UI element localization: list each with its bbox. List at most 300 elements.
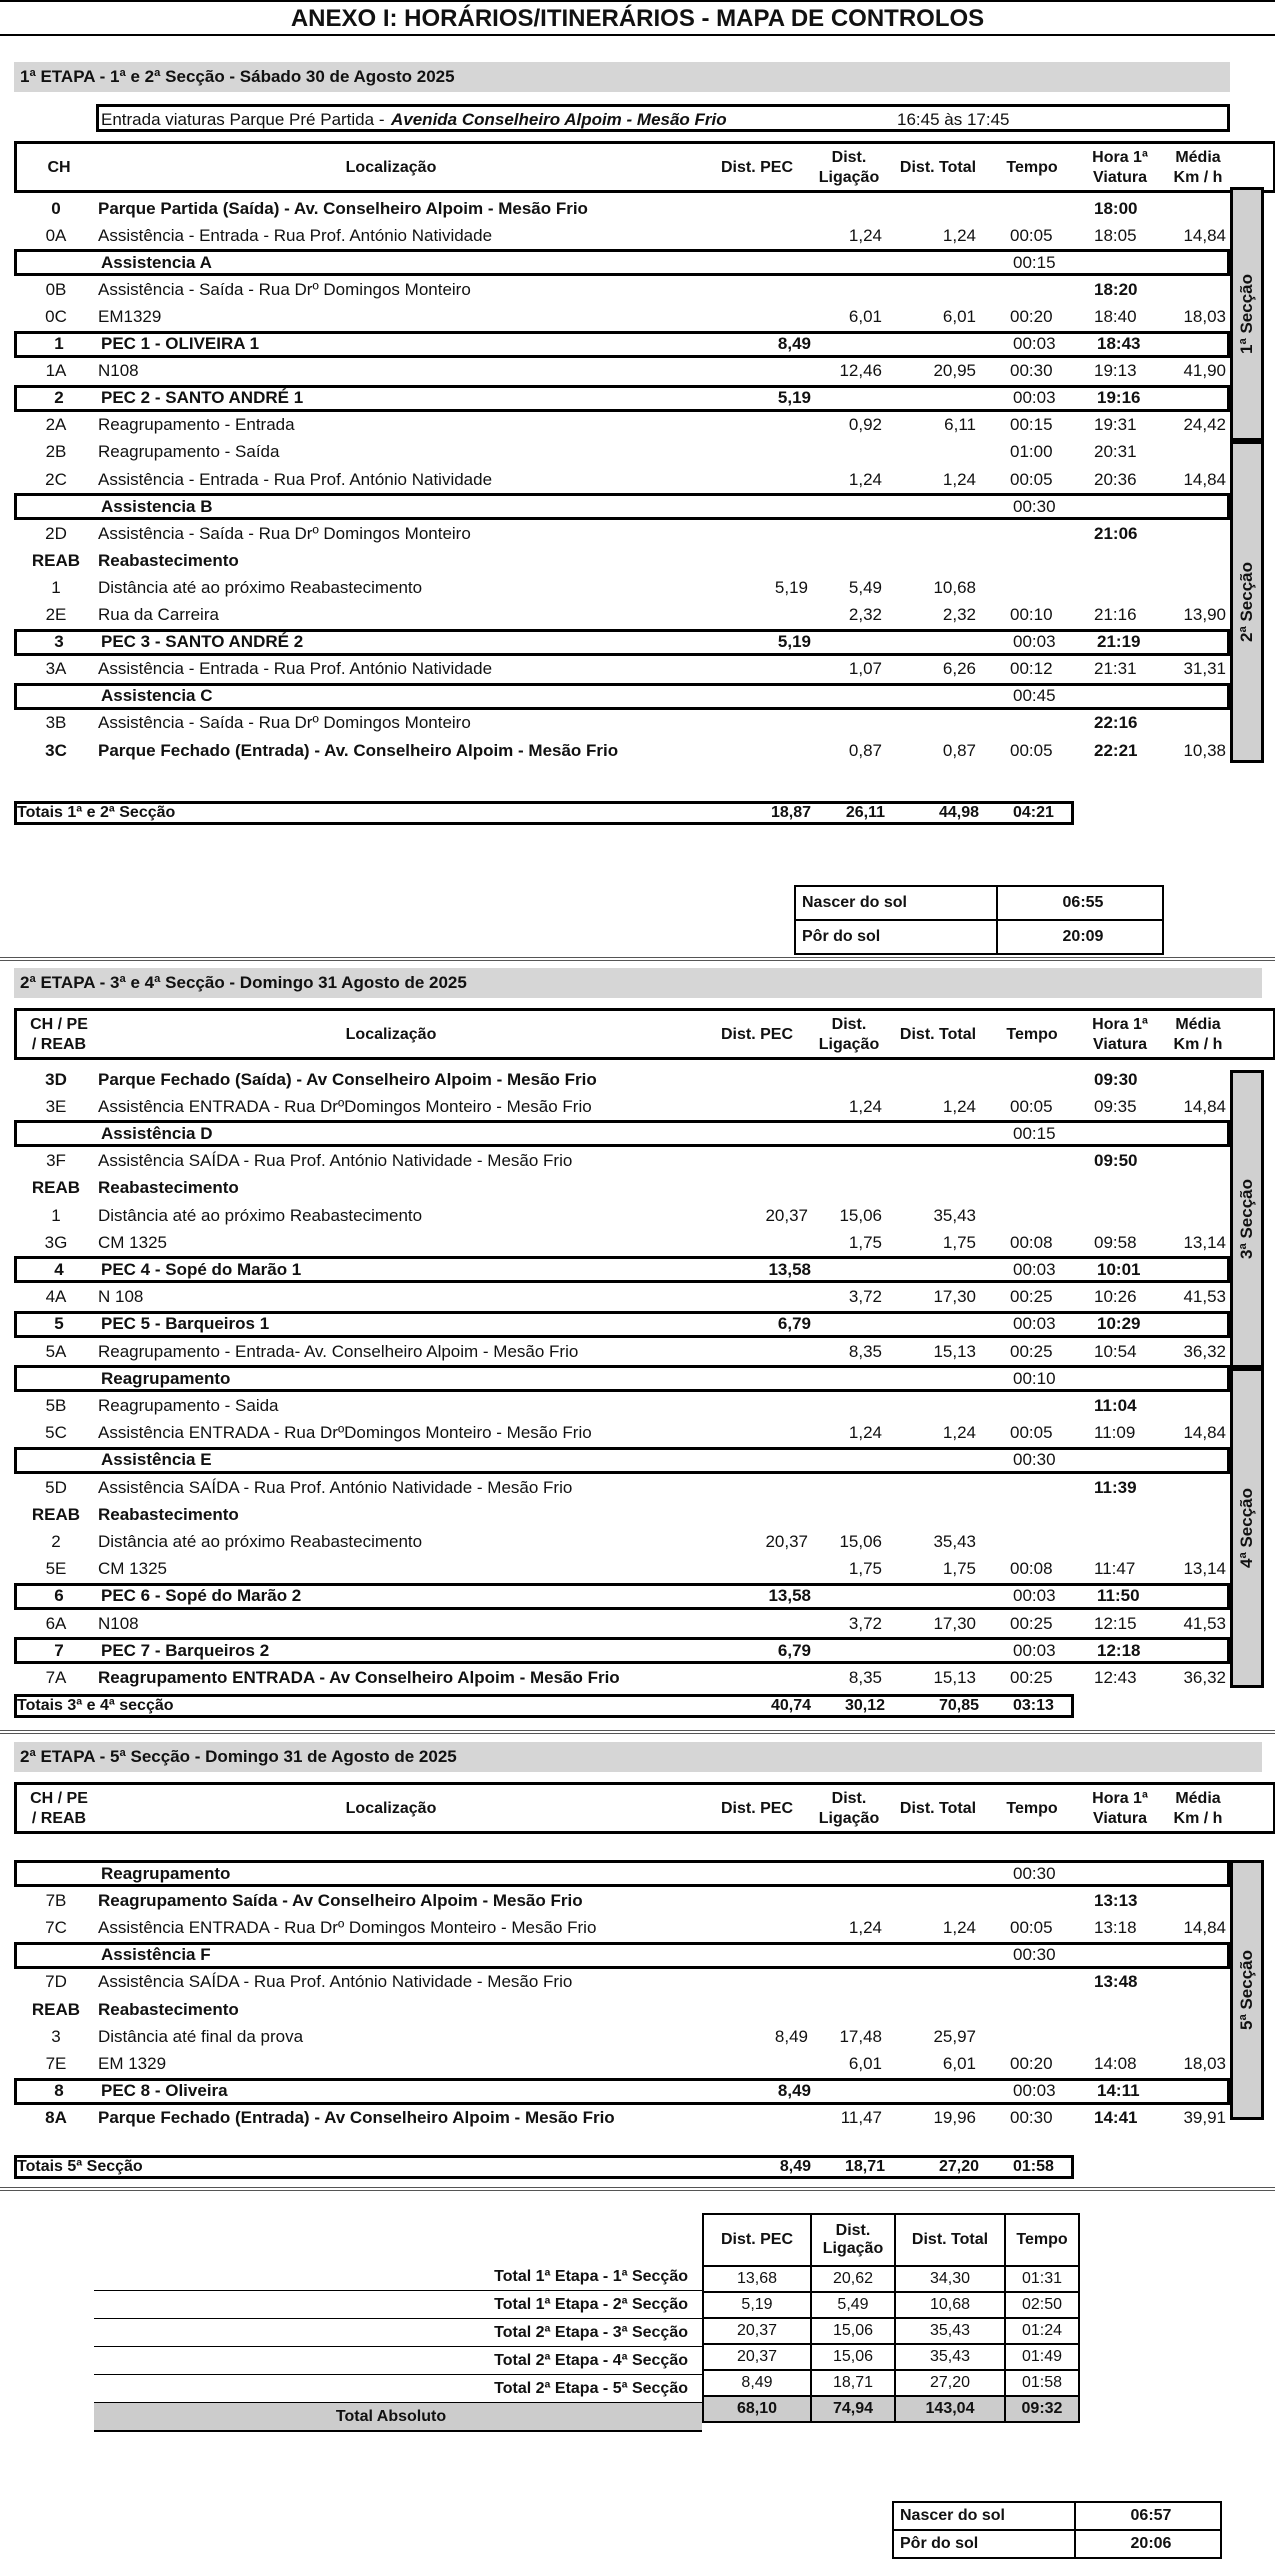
cell-ch: 5 (54, 1314, 64, 1334)
table-row (14, 1996, 1230, 2023)
entrada-viaturas-box (96, 104, 1230, 132)
cell-tempo: 00:03 (1013, 2081, 1056, 2101)
cell-med: 13,14 (1183, 1559, 1226, 1579)
cell-hora: 21:19 (1097, 632, 1141, 652)
cell-med: 41,53 (1183, 1287, 1226, 1307)
cell-tempo: 00:05 (1010, 740, 1053, 760)
summary-label: Total 1ª Etapa - 2ª Secção (94, 2291, 702, 2319)
cell-loc: Assistência - Saída - Rua Drº Domingos Monteiro (98, 713, 471, 733)
table-row (14, 629, 1230, 656)
summary-cell-tempo: 09:32 (1005, 2396, 1079, 2422)
cell-tot: 1,24 (942, 225, 976, 245)
cell-ch: 3B (45, 713, 67, 733)
summary-row (703, 2292, 1079, 2318)
cell-hora: 21:31 (1094, 659, 1137, 679)
table-row (14, 602, 1230, 629)
sunset-label: Pôr do sol (900, 2535, 979, 2552)
table-header-3 (14, 1782, 1275, 1834)
summary-cell-lig: 18,71 (811, 2370, 895, 2396)
col-ch: CH (47, 159, 71, 176)
table-row (14, 1256, 1230, 1283)
cell-hora: 19:31 (1094, 415, 1137, 435)
cell-pec: 13,58 (768, 1586, 811, 1606)
summary-cell-tot: 34,30 (895, 2266, 1005, 2292)
table-row (14, 1528, 1230, 1555)
cell-tempo: 00:03 (1013, 1314, 1056, 1334)
cell-ch: 6A (45, 1613, 67, 1633)
cell-tempo: 00:30 (1010, 2108, 1053, 2128)
col-dist-pec: Dist. PEC (720, 1026, 793, 1043)
table-row (14, 385, 1230, 412)
cell-tempo: 00:03 (1013, 1640, 1056, 1660)
summary-cell-pec: 68,10 (703, 2396, 811, 2422)
cell-ch: 3G (44, 1232, 68, 1252)
cell-ch: REAB (31, 1999, 81, 2019)
entrada-label: Entrada viaturas Parque Pré Partida - (101, 110, 385, 129)
summary-label: Total 2ª Etapa - 4ª Secção (94, 2347, 702, 2375)
cell-loc: Assistência - Saída - Rua Drº Domingos Monteiro (98, 523, 471, 543)
cell-lig: 6,01 (848, 306, 882, 326)
cell-tempo: 00:20 (1010, 2053, 1053, 2073)
cell-loc: Assistência ENTRADA - Rua DrºDomingos Monteiro - Mesão Frio (98, 1096, 592, 1116)
cell-tempo: 00:03 (1013, 334, 1056, 353)
totals-tempo: 04:21 (1013, 804, 1054, 821)
cell-loc: CM 1325 (98, 1232, 167, 1252)
cell-tot: 6,01 (942, 306, 976, 326)
cell-ch: 5E (45, 1559, 67, 1579)
cell-med: 13,90 (1183, 605, 1226, 624)
cell-ch: 5C (45, 1423, 67, 1443)
section-label-4: 4ª Secção (1230, 1368, 1264, 1688)
cell-ch: 7C (45, 1917, 67, 1937)
cell-tempo: 00:45 (1013, 686, 1056, 706)
cell-loc: CM 1325 (98, 1559, 167, 1579)
cell-hora: 13:48 (1094, 1972, 1138, 1992)
cell-tot: 0,87 (942, 740, 976, 760)
cell-hora: 14:11 (1097, 2081, 1140, 2101)
cell-tot: 1,24 (942, 1096, 976, 1116)
cell-pec: 5,19 (777, 388, 811, 408)
summary-table (702, 2213, 1080, 2423)
totals-label: Totais 3ª e 4ª secção (17, 1697, 174, 1714)
cell-lig: 1,24 (848, 225, 882, 245)
cell-pec: 5,19 (774, 577, 808, 597)
cell-med: 13,14 (1183, 1232, 1226, 1252)
col-viatura: Viatura (1093, 169, 1147, 186)
cell-tempo: 00:25 (1010, 1287, 1053, 1307)
cell-lig: 0,87 (848, 740, 882, 760)
totals-row-3 (14, 2155, 1074, 2179)
totals-label: Totais 5ª Secção (17, 2158, 143, 2175)
cell-hora: 09:30 (1094, 1069, 1138, 1089)
cell-lig: 1,24 (848, 1423, 882, 1443)
table-row (14, 520, 1230, 547)
table-row (14, 1093, 1230, 1120)
table-row (14, 547, 1230, 574)
cell-lig: 6,01 (848, 2053, 882, 2073)
cell-hora: 11:47 (1094, 1559, 1136, 1579)
totals-pec: 40,74 (770, 1697, 811, 1714)
summary-row (703, 2370, 1079, 2396)
cell-hora: 22:16 (1094, 713, 1138, 733)
cell-loc: PEC 4 - Sopé do Marão 1 (101, 1259, 302, 1279)
table-row (14, 1066, 1230, 1093)
cell-loc: Assistência - Entrada - Rua Prof. António Natividade (98, 659, 493, 679)
table-row (14, 1914, 1230, 1941)
cell-hora: 12:43 (1094, 1667, 1137, 1687)
table-row (14, 2105, 1230, 2132)
col-localizacao: Localização (345, 1026, 437, 1043)
col-viatura: Viatura (1093, 1036, 1147, 1053)
section-label-2: 2ª Secção (1230, 441, 1264, 763)
cell-ch: 7A (45, 1667, 67, 1687)
table-row (14, 195, 1230, 222)
col-hora: Hora 1ª (1092, 149, 1148, 166)
summary-cell-tempo: 01:31 (1005, 2266, 1079, 2292)
cell-lig: 8,35 (848, 1667, 882, 1687)
cell-tempo: 00:15 (1010, 415, 1053, 435)
table-row (14, 574, 1230, 601)
divider (0, 957, 1275, 961)
cell-pec: 8,49 (777, 334, 811, 353)
table-row (14, 303, 1230, 330)
cell-lig: 3,72 (848, 1613, 882, 1633)
cell-ch: 2C (45, 469, 67, 489)
table-row (14, 1887, 1230, 1914)
cell-lig: 15,06 (839, 1531, 882, 1551)
cell-loc: Reagrupamento - Saída (98, 442, 280, 462)
cell-tot: 1,75 (942, 1559, 976, 1579)
cell-ch: REAB (31, 1178, 81, 1198)
cell-ch: 8 (54, 2081, 64, 2101)
cell-tempo: 00:30 (1010, 361, 1053, 381)
cell-hora: 18:00 (1094, 198, 1138, 218)
stage-band-3: 2ª ETAPA - 5ª Secção - Domingo 31 de Agosto de 2025 (14, 1742, 1262, 1772)
cell-ch: 2A (45, 415, 67, 435)
cell-ch: 3 (51, 2026, 61, 2046)
table-row (14, 222, 1230, 249)
cell-ch: 1 (51, 577, 61, 597)
cell-hora: 19:16 (1097, 388, 1141, 408)
cell-loc: Rua da Carreira (98, 605, 219, 624)
cell-hora: 11:50 (1097, 1586, 1140, 1606)
cell-hora: 14:41 (1094, 2108, 1138, 2128)
cell-ch: 2 (54, 388, 64, 408)
cell-loc: Reagrupamento (101, 1863, 231, 1883)
cell-loc: Reabastecimento (98, 550, 239, 570)
cell-ch: 1A (45, 361, 67, 381)
cell-loc: Reagrupamento - Entrada- Av. Conselheiro Alpoim - Mesão Frio (98, 1341, 579, 1361)
col-localizacao: Localização (345, 159, 437, 176)
cell-tot: 17,30 (933, 1613, 976, 1633)
table-row (14, 1338, 1230, 1365)
cell-tot: 1,24 (942, 1423, 976, 1443)
sum-col-dist-total: Dist. Total (895, 2214, 1005, 2266)
cell-ch: 0A (45, 225, 67, 245)
table-row (14, 2023, 1230, 2050)
sunrise-label: Nascer do sol (802, 894, 907, 911)
section-label-5: 5ª Secção (1230, 1860, 1264, 2120)
cell-loc: Assistencia B (101, 496, 213, 516)
table-row (14, 1447, 1230, 1474)
cell-hora: 10:01 (1097, 1259, 1141, 1279)
summary-row (703, 2396, 1079, 2422)
cell-med: 18,03 (1183, 2053, 1226, 2073)
cell-loc: Parque Fechado (Saída) - Av Conselheiro Alpoim - Mesão Frio (98, 1069, 597, 1089)
cell-tot: 20,95 (933, 361, 976, 381)
cell-tempo: 00:12 (1010, 659, 1053, 679)
cell-tempo: 00:30 (1013, 1450, 1056, 1470)
cell-loc: Reabastecimento (98, 1178, 239, 1198)
table-row (14, 1969, 1230, 1996)
stage-band-2: 2ª ETAPA - 3ª e 4ª Secção - Domingo 31 Agosto de 2025 (14, 968, 1262, 998)
summary-label: Total 1ª Etapa - 1ª Secção (94, 2263, 702, 2291)
cell-tempo: 00:30 (1013, 1945, 1056, 1965)
cell-loc: Reabastecimento (98, 1504, 239, 1524)
cell-lig: 1,24 (848, 469, 882, 489)
totals-label: Totais 1ª e 2ª Secção (17, 804, 176, 821)
cell-ch: 3D (45, 1069, 67, 1089)
col-dist-total: Dist. Total (899, 159, 977, 176)
table-row (14, 1664, 1230, 1691)
cell-hora: 21:16 (1094, 605, 1137, 624)
cell-ch: 8A (45, 2108, 67, 2128)
cell-loc: Assistência - Entrada - Rua Prof. António Natividade (98, 469, 493, 489)
cell-tempo: 01:00 (1010, 442, 1053, 462)
col-dist-total: Dist. Total (899, 1026, 977, 1043)
col-ch-pe: CH / PE (30, 1016, 88, 1033)
col-reab: / REAB (31, 1810, 87, 1827)
cell-lig: 8,35 (848, 1341, 882, 1361)
totals-tempo: 01:58 (1013, 2158, 1054, 2175)
col-dist-pec: Dist. PEC (720, 159, 793, 176)
cell-hora: 12:18 (1097, 1640, 1141, 1660)
cell-ch: 0B (45, 279, 67, 299)
cell-ch: 4A (45, 1287, 67, 1307)
cell-loc: Reagrupamento - Entrada (98, 415, 295, 435)
cell-ch: 6 (54, 1586, 64, 1606)
cell-tot: 19,96 (933, 2108, 976, 2128)
cell-ch: 7 (54, 1640, 64, 1660)
cell-tempo: 00:05 (1010, 1423, 1053, 1443)
cell-loc: Distância até ao próximo Reabastecimento (98, 577, 423, 597)
cell-loc: N108 (98, 1613, 139, 1633)
cell-tempo: 00:03 (1013, 1259, 1056, 1279)
cell-lig: 17,48 (839, 2026, 882, 2046)
sunrise-label: Nascer do sol (900, 2507, 1005, 2524)
summary-cell-tempo: 01:24 (1005, 2318, 1079, 2344)
table-row (14, 737, 1230, 764)
sum-col-tempo: Tempo (1005, 2214, 1079, 2266)
table-row (14, 358, 1230, 385)
table-row (14, 1311, 1230, 1338)
cell-loc: PEC 5 - Barqueiros 1 (101, 1314, 270, 1334)
cell-tot: 35,43 (933, 1205, 976, 1225)
table-row (14, 331, 1230, 358)
col-ch-pe: CH / PE (30, 1790, 88, 1807)
table-row (14, 1501, 1230, 1528)
cell-loc: Assistência E (101, 1450, 212, 1470)
cell-hora: 21:06 (1094, 523, 1138, 543)
cell-lig: 1,75 (848, 1232, 882, 1252)
cell-loc: EM1329 (98, 306, 162, 326)
table-row (14, 1392, 1230, 1419)
col-dist: Dist. (831, 149, 867, 166)
cell-ch: 2D (45, 523, 67, 543)
summary-labels (94, 2263, 702, 2432)
table-row (14, 493, 1230, 520)
summary-cell-pec: 8,49 (703, 2370, 811, 2396)
table-row (14, 656, 1230, 683)
cell-lig: 1,75 (848, 1559, 882, 1579)
cell-hora: 09:50 (1094, 1151, 1138, 1171)
totals-row-1 (14, 801, 1074, 825)
totals-lig: 30,12 (844, 1697, 885, 1714)
cell-tempo: 00:05 (1010, 225, 1053, 245)
cell-ch: 3E (45, 1096, 67, 1116)
summary-cell-pec: 20,37 (703, 2318, 811, 2344)
cell-med: 14,84 (1183, 1423, 1226, 1443)
cell-loc: Assistência SAÍDA - Rua Prof. António Natividade - Mesão Frio (98, 1477, 573, 1497)
cell-med: 41,53 (1183, 1613, 1226, 1633)
cell-tempo: 00:25 (1010, 1341, 1053, 1361)
cell-hora: 19:13 (1094, 361, 1137, 381)
table-row (14, 1148, 1230, 1175)
table-row (14, 249, 1230, 276)
table-row (14, 710, 1230, 737)
summary-label: Total Absoluto (94, 2403, 702, 2432)
cell-loc: Reabastecimento (98, 1999, 239, 2019)
stage-band-1: 1ª ETAPA - 1ª e 2ª Secção - Sábado 30 de Agosto 2025 (14, 62, 1230, 92)
cell-tot: 1,24 (942, 469, 976, 489)
sunset-time: 20:09 (996, 921, 1168, 953)
col-tempo: Tempo (1006, 1800, 1058, 1817)
cell-tot: 6,11 (944, 415, 976, 435)
cell-ch: 0C (45, 306, 67, 326)
cell-lig: 15,06 (839, 1205, 882, 1225)
table-row (14, 683, 1230, 710)
table-row (14, 1120, 1230, 1147)
cell-pec: 20,37 (765, 1205, 808, 1225)
cell-pec: 8,49 (777, 2081, 811, 2101)
cell-tempo: 00:03 (1013, 632, 1056, 652)
cell-loc: Assistência SAÍDA - Rua Prof. António Natividade - Mesão Frio (98, 1151, 573, 1171)
cell-hora: 18:40 (1094, 306, 1137, 326)
table-header-1 (14, 141, 1275, 193)
cell-tot: 35,43 (933, 1531, 976, 1551)
col-media: Média (1175, 1016, 1221, 1033)
summary-cell-tempo: 01:58 (1005, 2370, 1079, 2396)
cell-hora: 12:15 (1094, 1613, 1137, 1633)
table-row (14, 1365, 1230, 1392)
totals-pec: 18,87 (770, 804, 811, 821)
cell-lig: 2,32 (848, 605, 882, 624)
cell-loc: Distância até ao próximo Reabastecimento (98, 1531, 423, 1551)
divider (0, 2187, 1275, 2191)
cell-tot: 10,68 (933, 577, 976, 597)
cell-tot: 1,24 (942, 1917, 976, 1937)
cell-loc: PEC 1 - OLIVEIRA 1 (101, 334, 260, 353)
cell-hora: 09:35 (1094, 1096, 1137, 1116)
divider (0, 1730, 1275, 1734)
col-ligacao: Ligação (818, 1036, 880, 1053)
cell-loc: Distância até final da prova (98, 2026, 304, 2046)
cell-lig: 11,47 (840, 2108, 882, 2128)
cell-ch: 2 (51, 1531, 61, 1551)
cell-loc: N108 (98, 361, 139, 381)
cell-hora: 11:09 (1094, 1423, 1136, 1443)
cell-med: 14,84 (1183, 225, 1226, 245)
summary-cell-pec: 20,37 (703, 2344, 811, 2370)
col-media: Média (1175, 1790, 1221, 1807)
cell-pec: 13,58 (768, 1259, 811, 1279)
cell-tempo: 00:03 (1013, 1586, 1056, 1606)
cell-hora: 18:05 (1094, 225, 1137, 245)
cell-med: 14,84 (1183, 1096, 1226, 1116)
cell-tempo: 00:25 (1010, 1613, 1053, 1633)
table-row (14, 2050, 1230, 2077)
cell-loc: EM 1329 (98, 2053, 167, 2073)
entrada-address: Avenida Conselheiro Alpoim - Mesão Frio (391, 110, 727, 129)
cell-tempo: 00:05 (1010, 1096, 1053, 1116)
cell-pec: 8,49 (774, 2026, 808, 2046)
cell-ch: 3F (46, 1151, 66, 1171)
cell-hora: 13:13 (1094, 1890, 1138, 1910)
cell-hora: 11:04 (1094, 1395, 1137, 1415)
cell-ch: 5D (45, 1477, 67, 1497)
cell-tempo: 00:05 (1010, 469, 1053, 489)
summary-cell-pec: 5,19 (703, 2292, 811, 2318)
col-localizacao: Localização (345, 1800, 437, 1817)
summary-cell-pec: 13,68 (703, 2266, 811, 2292)
sunset-label: Pôr do sol (802, 928, 881, 945)
cell-tempo: 00:08 (1010, 1232, 1053, 1252)
col-dist: Dist. (831, 1790, 867, 1807)
table-row (14, 1610, 1230, 1637)
cell-ch: 3 (54, 632, 64, 652)
cell-med: 36,32 (1183, 1341, 1226, 1361)
cell-loc: Assistencia C (101, 686, 213, 706)
sun-times-1 (794, 885, 1164, 955)
summary-cell-tot: 143,04 (895, 2396, 1005, 2422)
cell-med: 24,42 (1183, 415, 1226, 435)
summary-cell-lig: 15,06 (811, 2344, 895, 2370)
cell-tot: 6,01 (942, 2053, 976, 2073)
col-reab: / REAB (31, 1036, 87, 1053)
cell-tempo: 00:10 (1013, 1368, 1056, 1388)
table-row (14, 1229, 1230, 1256)
cell-lig: 12,46 (839, 361, 882, 381)
cell-hora: 10:29 (1097, 1314, 1141, 1334)
cell-med: 41,90 (1183, 361, 1226, 381)
totals-row-2 (14, 1694, 1074, 1718)
sum-col-dist-ligacao: Dist. Ligação (811, 2214, 895, 2266)
table-row (14, 1860, 1230, 1887)
cell-loc: Assistência SAÍDA - Rua Prof. António Natividade - Mesão Frio (98, 1972, 573, 1992)
col-media: Média (1175, 149, 1221, 166)
sunset-time: 20:06 (1074, 2531, 1226, 2557)
cell-tempo: 00:03 (1013, 388, 1056, 408)
summary-cell-lig: 20,62 (811, 2266, 895, 2292)
cell-pec: 20,37 (765, 1531, 808, 1551)
cell-lig: 5,49 (848, 577, 882, 597)
page-title: ANEXO I: HORÁRIOS/ITINERÁRIOS - MAPA DE CONTROLOS (0, 0, 1275, 36)
col-ligacao: Ligação (818, 169, 880, 186)
cell-loc: PEC 3 - SANTO ANDRÉ 2 (101, 632, 304, 652)
cell-med: 31,31 (1183, 659, 1226, 679)
cell-hora: 10:54 (1094, 1341, 1137, 1361)
cell-loc: Reagrupamento - Saida (98, 1395, 279, 1415)
